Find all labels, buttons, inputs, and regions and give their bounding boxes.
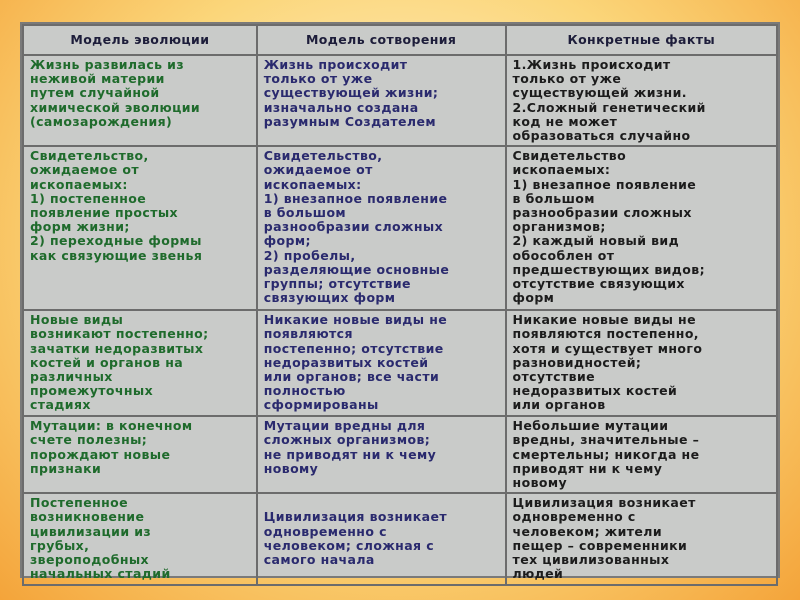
cell-line: грубых, (30, 537, 90, 553)
facts-cell (506, 55, 777, 146)
cell-line: разнообразии сложных (263, 219, 444, 235)
cell-line: Мутации вредны для (263, 418, 426, 434)
header-evolution: Модель эволюции (23, 25, 257, 55)
cell-line: изначально создана (263, 99, 419, 115)
cell-line: возникают постепенно; (30, 326, 209, 342)
creation-cell (257, 146, 506, 310)
cell-line: существующей жизни; (263, 85, 439, 101)
cell-line: предшествующих видов; (512, 261, 705, 277)
cell-line: 1) постепенное (30, 190, 147, 206)
cell-line: только от уже (512, 71, 622, 87)
cell-line: 2) каждый новый вид (512, 233, 680, 249)
cell-line: отсутствие (512, 369, 595, 385)
cell-line: Никакие новые виды не (263, 312, 448, 328)
cell-line: вредны, значительные – (512, 432, 700, 448)
comparison-table (20, 22, 780, 582)
cell-line: цивилизации из (30, 523, 152, 539)
cell-line: возникновение (30, 509, 145, 525)
cell-line: одновременно с (512, 509, 636, 525)
cell-line: группы; отсутствие (263, 276, 411, 292)
cell-line: Цивилизация возникает (512, 495, 696, 511)
cell-line: промежуточных (30, 383, 154, 399)
cell-line: новому (512, 475, 568, 491)
cell-line: в большом (512, 190, 595, 206)
evolution-cell (23, 55, 257, 146)
cell-line: различных (30, 369, 113, 385)
cell-line: людей (512, 566, 564, 582)
evolution-cell (23, 493, 257, 585)
cell-line: зачатки недоразвитых (30, 340, 204, 356)
cell-line: костей и органов на (30, 354, 184, 370)
header-row (23, 25, 777, 55)
cell-line: ископаемых: (512, 162, 611, 178)
cell-line: звероподобных (30, 552, 150, 568)
cell-line: код не может (512, 113, 618, 129)
table-row (23, 493, 777, 585)
cell-line: образоваться случайно (512, 128, 691, 144)
cell-line: обособлен от (512, 247, 615, 263)
cell-line: одновременно с (263, 523, 387, 539)
cell-line: 1.Жизнь происходит (512, 57, 671, 72)
cell-line: Свидетельство (512, 148, 627, 164)
creation-cell (257, 310, 506, 416)
cell-line: Мутации: в конечном (30, 418, 193, 434)
cell-line: химической эволюции (30, 99, 201, 115)
cell-line: неживой материи (30, 71, 165, 87)
cell-line (264, 496, 499, 510)
table-row (23, 55, 777, 146)
cell-line: сложных организмов; (263, 432, 431, 448)
cell-line: смертельны; никогда не (512, 446, 700, 462)
cell-line: сформированы (263, 397, 379, 413)
cell-line: недоразвитых костей (263, 354, 429, 370)
cell-line: 2) переходные формы (30, 233, 202, 249)
cell-line: ожидаемое от (30, 162, 140, 178)
cell-line: 2.Сложный генетический (512, 99, 706, 115)
cell-line: организмов; (512, 219, 606, 235)
cell-line: пещер – современники (512, 537, 688, 553)
cell-line: связующих форм (263, 290, 396, 306)
cell-line: как связующие звенья (30, 247, 203, 263)
header-facts: Конкретные факты (506, 25, 777, 55)
cell-line: Небольшие мутации (512, 418, 669, 434)
cell-line: Жизнь происходит (263, 57, 408, 72)
creation-cell (257, 55, 506, 146)
cell-line: признаки (30, 460, 102, 476)
cell-line: не приводят ни к чему (263, 446, 437, 462)
cell-line: ископаемых: (30, 176, 128, 192)
cell-line: Свидетельство, (263, 148, 383, 164)
header-creation: Модель сотворения (257, 25, 506, 55)
cell-line: разумным Создателем (263, 113, 436, 129)
creation-cell (257, 493, 506, 585)
cell-line: (самозарождения) (30, 113, 173, 129)
table-row (23, 146, 777, 310)
cell-line: Жизнь развилась из (30, 57, 185, 72)
cell-line: или органов (512, 397, 606, 413)
cell-line: полностью (263, 383, 346, 399)
cell-line: Постепенное (30, 495, 129, 511)
facts-cell (506, 493, 777, 585)
cell-line: 1) внезапное появление (512, 176, 697, 192)
cell-line: или органов; все части (263, 369, 440, 385)
cell-line: ископаемых: (263, 176, 362, 192)
cell-line: появление простых (30, 205, 179, 221)
cell-line: форм (512, 290, 555, 306)
facts-cell (506, 310, 777, 416)
facts-cell (506, 146, 777, 310)
cell-line: путем случайной (30, 85, 160, 101)
table (22, 24, 778, 586)
cell-line: постепенно; отсутствие (263, 340, 444, 356)
cell-line: разделяющие основные (263, 261, 450, 277)
cell-line: ожидаемое от (263, 162, 373, 178)
table-row (23, 416, 777, 493)
cell-line: начальных стадий (30, 566, 171, 582)
cell-line: появляются (263, 326, 353, 342)
cell-line: новому (263, 460, 319, 476)
cell-line: 2) пробелы, (263, 247, 356, 263)
cell-line: недоразвитых костей (512, 383, 678, 399)
cell-line: форм жизни; (30, 219, 130, 235)
cell-line: тех цивилизованных (512, 552, 670, 568)
cell-line: приводят ни к чему (512, 460, 663, 476)
table-row (23, 310, 777, 416)
cell-line: Никакие новые виды не (512, 312, 696, 328)
cell-line: Свидетельство, (30, 148, 149, 164)
cell-line: отсутствие связующих (512, 276, 685, 292)
cell-line: человеком; сложная с (263, 537, 435, 553)
evolution-cell (23, 310, 257, 416)
facts-cell (506, 416, 777, 493)
evolution-cell (23, 146, 257, 310)
cell-line: в большом (263, 205, 347, 221)
cell-line: Новые виды (30, 312, 124, 328)
cell-line: только от уже (263, 71, 373, 87)
cell-line: стадиях (30, 397, 91, 413)
cell-line: форм; (263, 233, 311, 249)
evolution-cell (23, 416, 257, 493)
cell-line: счете полезны; (30, 432, 148, 448)
cell-line: самого начала (263, 552, 375, 568)
cell-line: появляются постепенно, (512, 326, 699, 342)
cell-line: существующей жизни. (512, 85, 687, 101)
cell-line: разнообразии сложных (512, 205, 692, 221)
cell-line: хотя и существует много (512, 340, 703, 356)
cell-line: 1) внезапное появление (263, 190, 448, 206)
cell-line: Цивилизация возникает (263, 509, 447, 525)
creation-cell (257, 416, 506, 493)
cell-line: порождают новые (30, 446, 171, 462)
cell-line: человеком; жители (512, 523, 663, 539)
cell-line: разновидностей; (512, 354, 642, 370)
